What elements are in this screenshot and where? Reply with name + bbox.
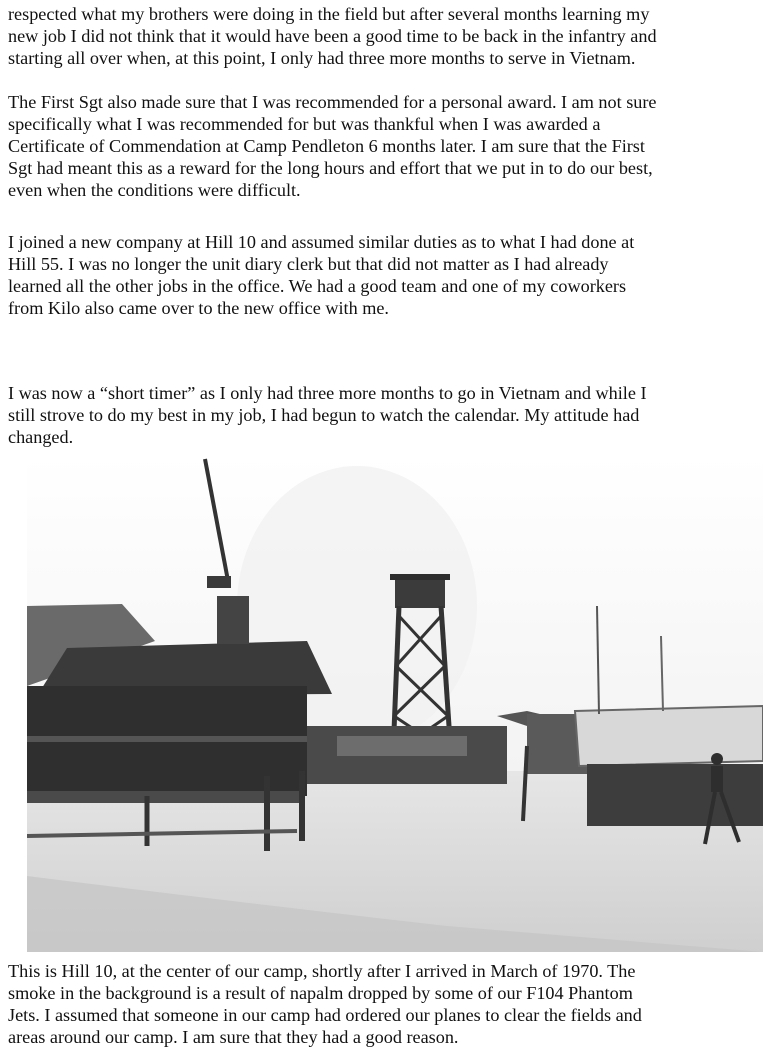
text-line: starting all over when, at this point, I only had three more months to serve in Vietnam. (8, 48, 636, 68)
text-line: Sgt had meant this as a reward for the long hours and effort that we put in to do our best, (8, 158, 653, 178)
text-line: new job I did not think that it would have been a good time to be back in the infantry and (8, 26, 657, 46)
camp-photo (27, 456, 763, 952)
sandbag-wall (337, 736, 467, 756)
text-line: areas around our camp. I am sure that they had a good reason. (8, 1027, 459, 1047)
paragraph-3 (8, 231, 774, 319)
text-line: still strove to do my best in my job, I had begun to watch the calendar. My attitude had (8, 405, 640, 425)
text-line: even when the conditions were difficult. (8, 180, 301, 200)
text-line: learned all the other jobs in the office. We had a good team and one of my coworkers (8, 276, 627, 296)
paragraph-1 (8, 3, 774, 69)
text-line: Certificate of Commendation at Camp Pendleton 6 months later. I am sure that the First (8, 136, 645, 156)
text-line: from Kilo also came over to the new office with me. (8, 298, 389, 318)
text-line: specifically what I was recommended for but was thankful when I was awarded a (8, 114, 601, 134)
text-line: I joined a new company at Hill 10 and assumed similar duties as to what I had done at (8, 232, 635, 252)
text-line: This is Hill 10, at the center of our camp, shortly after I arrived in March of 1970. The (8, 961, 636, 981)
text-line: changed. (8, 427, 74, 447)
text-line: The First Sgt also made sure that I was recommended for a personal award. I am not sure (8, 92, 657, 112)
text-line: Jets. I assumed that someone in our camp had ordered our planes to clear the fields and (8, 1005, 642, 1025)
text-line: smoke in the background is a result of napalm dropped by some of our F104 Phantom (8, 983, 633, 1003)
text-line: respected what my brothers were doing in the field but after several months learning my (8, 4, 650, 24)
paragraph-4 (8, 382, 774, 448)
text-line: I was now a “short timer” as I only had three more months to go in Vietnam and while I (8, 383, 647, 403)
text-line: Hill 55. I was no longer the unit diary clerk but that did not matter as I had already (8, 254, 609, 274)
paragraph-2 (8, 91, 774, 201)
photo-caption (8, 960, 774, 1048)
